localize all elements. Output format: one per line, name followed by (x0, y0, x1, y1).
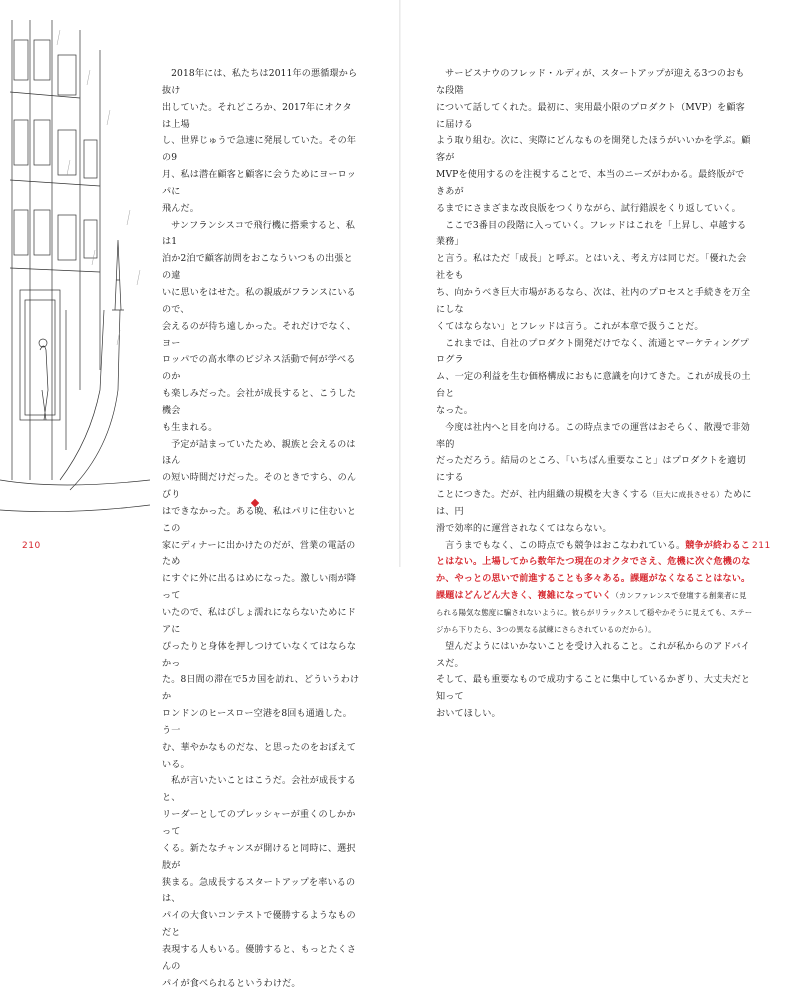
paragraph: 2018年には、私たちは2011年の悪循環から抜け 出していた。それどころか、2017年にオクタは上場 し、世界じゅうで急速に発展していた。その年の9 月、私は潜在顧客と顧客に会うためにヨーロッパに 飛んだ。 (162, 69, 358, 214)
highlighted-text: 競争が終わることはない。上場してから数年たつ現在のオクタでさえ、危機に次ぐ危機のなか、やっとの思いで前進することも多々ある。課題がなくなることはない。課題はどんどん大きく、複雑になっていく (436, 539, 751, 602)
paragraph: 望んだようにはいかないことを受け入れること。これが私からのアドバイスだ。 そして、最も重要なもので成功することに集中しているかぎり、大丈夫だと知って おいてほしい。 (436, 641, 751, 720)
paragraph (436, 420, 753, 538)
text-run: 今度は社内へと目を向ける。この時点までの運営はおそらく、散漫で非効率的 だっただろう。結局のところ、「いちばん重要なこと」はプロダクトを適切にする ことにつきた。だが、社内組織の規模を大きくする (436, 422, 750, 501)
text-run-small: （カンファレンスで登壇する創業者に見られる陽気な態度に騙されないように。彼らがリラックスして穏やかそうに見えても、ステージから下りたら、3つの異なる試練にさらされているのだから）。 (436, 591, 753, 634)
left-page-text (162, 66, 360, 992)
paragraph: サンフランシスコで飛行機に搭乗すると、私は1 泊か2泊で顧客訪問をおこなういつもの出張との違 いに思いをはせた。私の親戚がフランスにいるので、 会えるのが待ち遠しかった。それだけでなく、ヨー ロッパでの高水準のビジネス活動で何が学べるのか も楽しみだった。会社が成長すると、こうした機会 も生まれる。 (162, 220, 357, 433)
paragraph: 予定が詰まっていたため、親族と会えるのはほん の短い時間だけだった。そのときですら、のんびり はできなかった。ある晩、私はパリに住むいとこの 家にディナーに出かけたのだが、営業の電話のため にすぐに外に出るはめになった。激しい雨が降って いたので、私はびしょ濡れにならないためにドアに ぴったりと身体を押しつけていなくてはならなかっ た。8日間の滞在で5カ国を訪れ、どういうわけか ロンドンのヒースロー空港を8回も通過した。う一 む、華やかなものだな、と思ったのをおぼえている。 (162, 439, 360, 770)
paragraph: 私が言いたいことはこうだ。会社が成長すると、 リーダーとしてのプレッシャーが重くのしかかって くる。新たなチャンスが開けると同時に、選択肢が 狭まる。急成長するスタートアップを率いるのは、 パイの大食いコンテストで優勝するようなものだと 表現する人もいる。優勝すると、もっとたくさんの パイが食べられるというわけだ。 (162, 776, 357, 989)
paragraph: サービスナウのフレッド・ルディが、スタートアップが迎える3つのおもな段階 について話してくれた。最初に、実用最小限のプロダクト（MVP）を顧客に届ける よう取り組む。次に、実際にどんなものを開発したほうがいいかを学ぶ。顧客が MVPを使用するのを注視することで、本当のニーズがわかる。最終版ができあが るまでにさまざまな改良版をつくりながら、試行錯誤をくり返していく。 (436, 69, 751, 214)
page-number-left: 210 (22, 541, 41, 551)
page-number-right: 211 (752, 541, 771, 551)
right-page-text (436, 66, 753, 723)
book-gutter (399, 0, 401, 567)
text-run-small: （巨大に成長させる） (648, 490, 724, 500)
city-street-rain-illustration (0, 10, 150, 540)
text-run: ためには、円 滑で効率的に運営されなくてはならない。 (436, 490, 752, 534)
text-run: 言うまでもなく、この時点でも競争はおこなわれている。 (445, 540, 686, 551)
paragraph: ここで3番目の段階に入っていく。フレッドはこれを「上昇し、卓越する業務」 と言う。私はただ「成長」と呼ぶ。とはいえ、考え方は同じだ。「優れた会社をも ち、向かうべき巨大市場があるなら、次は、社内のプロセスと手続きを万全にしな くてはならない」とフレッドは言う。これが本章で扱うことだ。 (436, 220, 751, 332)
paragraph (436, 538, 753, 639)
paragraph: これまでは、自社のプロダクト開発だけでなく、流通とマーケティングプログラ ム、一定の利益を生む価格構成におもに意識を向けてきた。これが成長の土台と なった。 (436, 338, 751, 416)
